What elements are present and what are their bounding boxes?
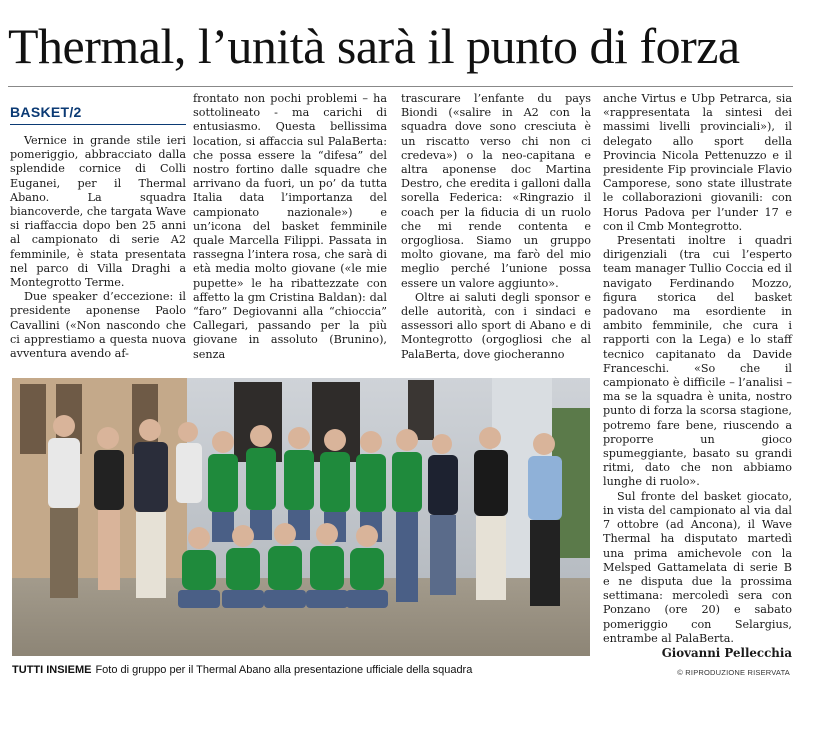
photo-caption [12, 664, 590, 676]
paragraph: Sul fronte del basket giocato, in vista del campionato al via dal 7 ottobre (ad Ancona), il Wave Thermal ha disputato martedì una prima amichevole con la Melsped Gattamelata di serie B e ne disputa due la prossima settimana: mercoledì sera con Ponzano (ore 20) e sabato pomeriggio con Selargius, entrambe al PalaBerta. [603, 489, 792, 645]
article-column-3 [401, 92, 591, 362]
paragraph: Vernice in grande stile ieri pomeriggio, abbracciato dalla splendide cornice di Colli Euganei, per il Thermal Abano. La squadra biancoverde, che targata Wave si riaffaccia dopo ben 25 anni al campionato di serie A2 femminile, è stata presentata nel parco di Villa Draghi a Montegrotto Terme. [10, 134, 186, 290]
article-column-4 [603, 92, 792, 660]
section-rule [10, 124, 186, 125]
article-column-2 [193, 92, 387, 362]
headline: Thermal, l’unità sarà il punto di forza [8, 18, 740, 74]
paragraph: anche Virtus e Ubp Petrarca, sia «rappresentata la sintesi dei massimi livelli provinciali»), il delegato allo sport della Provincia Nicola Pettenuzzo e il presidente Fip provinciale Flavio Camporese, sono state illustrate le collaborazioni giovanili: con Horus Padova per l’under 17 e con il Cmb Montegrotto. [603, 92, 792, 233]
copyright-notice: © RIPRODUZIONE RISERVATA [677, 668, 790, 677]
paragraph: Presentati inoltre i quadri dirigenziali (tra cui l’esperto team manager Tullio Coccia ed il navigato Ferdinando Mozzo, figura storica del basket padovano ma esordiente in ambito femminile, che cura i rapporti con la Lega) e lo staff tecnico capitanato da Davide Franceschi. «So che il campionato è difficile – l’analisi – ma se la squadra è unita, nostro punto di forza la scorsa stagione, potremo fare bene, riuscendo a proporre un gioco spumeggiante, basato su grandi ritmi, dato che non abbiamo lunghe di ruolo». [603, 234, 792, 489]
team-photo-illustration [12, 378, 590, 656]
team-photo [12, 378, 590, 656]
article-column-1 [10, 134, 186, 361]
section-tag: BASKET/2 [10, 104, 82, 120]
headline-rule [8, 86, 793, 87]
byline: Giovanni Pellecchia [661, 645, 792, 660]
paragraph: frontato non pochi problemi – ha sottolineato - ma carichi di entusiasmo. Questa bellissima location, si affaccia sul PalaBerta: che possa essere la “difesa” del nostro fortino dalle squadre che arrivano da fuori, un po’ da tutta Italia data l’importanza del campionato nazionale») e un’icona del basket femminile quale Marcella Filippi. Passata in rassegna l’intera rosa, che sarà di età media molto giovane («le mie pupette» le ha ribattezzate con affetto la gm Cristina Baldan): dal “faro” Degiovanni alla “chioccia” Callegari, passando per la più giovane in assoluto (Brunino), senza [193, 92, 387, 361]
paragraph: Due speaker d’eccezione: il presidente aponense Paolo Cavallini («Non nascondo che ci apprestiamo a questa nuova avventura avendo af- [10, 290, 186, 361]
paragraph: trascurare l’enfante du pays Biondi («salire in A2 con la squadra dove sono cresciuta è un riscatto verso chi non ci credeva») o la neo-capitana e altra aponense doc Martina Destro, che eredita i galloni dalla sorella Federica: «Ringrazio il coach per la fiducia di un ruolo che mi rende contenta e orgogliosa. Siamo un gruppo molto giovane, ma farò del mio meglio perché l’unione possa essere un valore aggiunto». [401, 92, 591, 290]
paragraph: Oltre ai saluti degli sponsor e delle autorità, con i sindaci e assessori allo sport di Abano e di Montegrotto (orgogliosi che al PalaBerta, dove giocheranno [401, 290, 591, 361]
caption-text: Foto di gruppo per il Thermal Abano alla presentazione ufficiale della squadra [95, 664, 473, 676]
caption-lead: TUTTI INSIEME [12, 664, 92, 676]
